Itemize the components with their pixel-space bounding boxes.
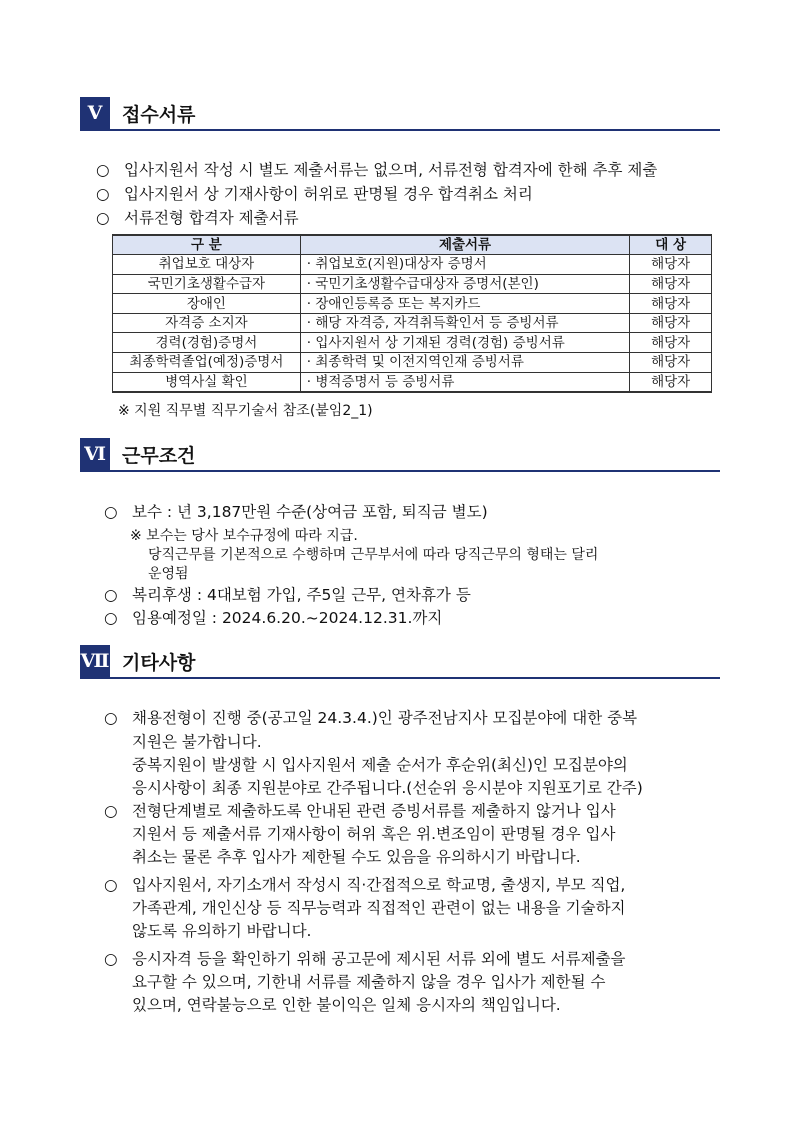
table-row: [113, 313, 712, 333]
bullet-marker: ○: [96, 185, 110, 203]
bullet-item: [104, 584, 471, 606]
bullet-text: 보수 : 년 3,187만원 수준(상여금 포함, 퇴직금 별도): [132, 503, 488, 521]
bullet-text: 있으며, 연락불능으로 인한 불이익은 일체 응시자의 책임입니다.: [132, 996, 561, 1014]
bullet-item: [96, 159, 657, 181]
table-header-row: [113, 235, 712, 255]
table-cell: 해당자: [630, 333, 712, 353]
bullet-text: 채용전형이 진행 중(공고일 24.3.4.)인 광주전남지사 모집분야에 대한 중복: [132, 709, 638, 727]
bullet-marker: ○: [104, 503, 118, 521]
column-header: 대 상: [630, 235, 712, 255]
table-cell: 해당자: [630, 313, 712, 333]
table-row: [113, 255, 712, 275]
bullet-text: 입사지원서 작성 시 별도 제출서류는 없으며, 서류전형 합격자에 한해 추후 제출: [124, 161, 658, 179]
table-cell: · 최종학력 및 이전지역인재 증빙서류: [300, 353, 629, 373]
table-row: [113, 274, 712, 294]
section-header-6: [80, 438, 720, 472]
bullet-text: 않도록 유의하기 바랍니다.: [132, 922, 312, 940]
bullet-text: 응시사항이 최종 지원분야로 간주됩니다.(선순위 응시분야 지원포기로 간주): [132, 779, 643, 797]
table-cell: · 취업보호(지원)대상자 증명서: [300, 255, 629, 275]
section-number: Ⅴ: [80, 97, 110, 129]
bullet-text: 입사지원서 상 기재사항이 허위로 판명될 경우 합격취소 처리: [124, 185, 533, 203]
bullet-marker: ○: [104, 609, 118, 627]
section-header-7: [80, 645, 720, 679]
bullet-item: [104, 874, 625, 896]
table-cell: · 국민기초생활수급대상자 증명서(본인): [300, 274, 629, 294]
bullet-text: 취소는 물론 추후 입사가 제한될 수도 있음을 유의하시기 바랍니다.: [132, 848, 581, 866]
bullet-text: 지원은 불가합니다.: [132, 733, 262, 751]
bullet-text: 서류전형 합격자 제출서류: [124, 209, 299, 227]
salary-note: 당직근무를 기본적으로 수행하며 근무부서에 따라 당직근무의 형태는 달리: [148, 547, 599, 563]
bullet-item: [104, 501, 488, 523]
bullet-text: 지원서 등 제출서류 기재사항이 허위 혹은 위.변조임이 판명될 경우 입사: [132, 825, 616, 843]
bullet-item: [104, 948, 626, 970]
section-divider: [80, 129, 720, 131]
table-cell: 해당자: [630, 255, 712, 275]
section-header-5: [80, 97, 720, 131]
table-row: [113, 372, 712, 392]
table-cell: 국민기초생활수급자: [113, 274, 301, 294]
bullet-marker: ○: [104, 586, 118, 604]
table-cell: · 해당 자격증, 자격취득확인서 등 증빙서류: [300, 313, 629, 333]
section-divider: [80, 470, 720, 472]
bullet-item: [96, 183, 533, 205]
section-divider: [80, 677, 720, 679]
bullet-marker: ○: [96, 209, 110, 227]
salary-note: ※ 보수는 당사 보수규정에 따라 지급.: [130, 528, 358, 544]
table-cell: 자격증 소지자: [113, 313, 301, 333]
bullet-item: [104, 800, 616, 822]
table-cell: 해당자: [630, 274, 712, 294]
section-title: 근무조건: [122, 445, 196, 467]
bullet-text: 입사지원서, 자기소개서 작성시 직·간접적으로 학교명, 출생지, 부모 직업,: [132, 876, 626, 894]
section-number: Ⅵ: [80, 438, 110, 470]
table-cell: 해당자: [630, 353, 712, 373]
bullet-marker: ○: [104, 950, 118, 968]
column-header: 구 분: [113, 235, 301, 255]
table-row: [113, 333, 712, 353]
table-cell: · 병적증명서 등 증빙서류: [300, 372, 629, 392]
section-number: Ⅶ: [80, 645, 110, 677]
table-cell: 경력(경험)증명서: [113, 333, 301, 353]
reference-note: ※ 지원 직무별 직무기술서 참조(붙임2_1): [118, 403, 373, 419]
bullet-marker: ○: [96, 161, 110, 179]
salary-note: 운영됨: [148, 566, 189, 582]
section-title: 접수서류: [122, 104, 196, 126]
table-row: [113, 353, 712, 373]
column-header: 제출서류: [300, 235, 629, 255]
bullet-marker: ○: [104, 709, 118, 727]
bullet-text: 중복지원이 발생할 시 입사지원서 제출 순서가 후순위(최신)인 모집분야의: [132, 756, 628, 774]
bullet-text: 응시자격 등을 확인하기 위해 공고문에 제시된 서류 외에 별도 서류제출을: [132, 950, 626, 968]
table-cell: 해당자: [630, 372, 712, 392]
bullet-text: 가족관계, 개인신상 등 직무능력과 직접적인 관련이 없는 내용을 기술하지: [132, 899, 626, 917]
section-title: 기타사항: [122, 652, 196, 674]
bullet-text: 전형단계별로 제출하도록 안내된 관련 증빙서류를 제출하지 않거나 입사: [132, 802, 616, 820]
bullet-item: [104, 707, 637, 729]
bullet-marker: ○: [104, 802, 118, 820]
bullet-marker: ○: [104, 876, 118, 894]
table-cell: 병역사실 확인: [113, 372, 301, 392]
table-cell: 최종학력졸업(예정)증명서: [113, 353, 301, 373]
table-cell: 장애인: [113, 294, 301, 314]
bullet-item: [104, 607, 442, 629]
table-cell: · 장애인등록증 또는 복지카드: [300, 294, 629, 314]
bullet-item: [96, 207, 299, 229]
table-cell: · 입사지원서 상 기재된 경력(경험) 증빙서류: [300, 333, 629, 353]
bullet-text: 임용예정일 : 2024.6.20.~2024.12.31.까지: [132, 609, 443, 627]
table-cell: 취업보호 대상자: [113, 255, 301, 275]
table-cell: 해당자: [630, 294, 712, 314]
bullet-text: 요구할 수 있으며, 기한내 서류를 제출하지 않을 경우 입사가 제한될 수: [132, 973, 606, 991]
documents-table: [112, 234, 712, 393]
bullet-text: 복리후생 : 4대보험 가입, 주5일 근무, 연차휴가 등: [132, 586, 471, 604]
table-row: [113, 294, 712, 314]
